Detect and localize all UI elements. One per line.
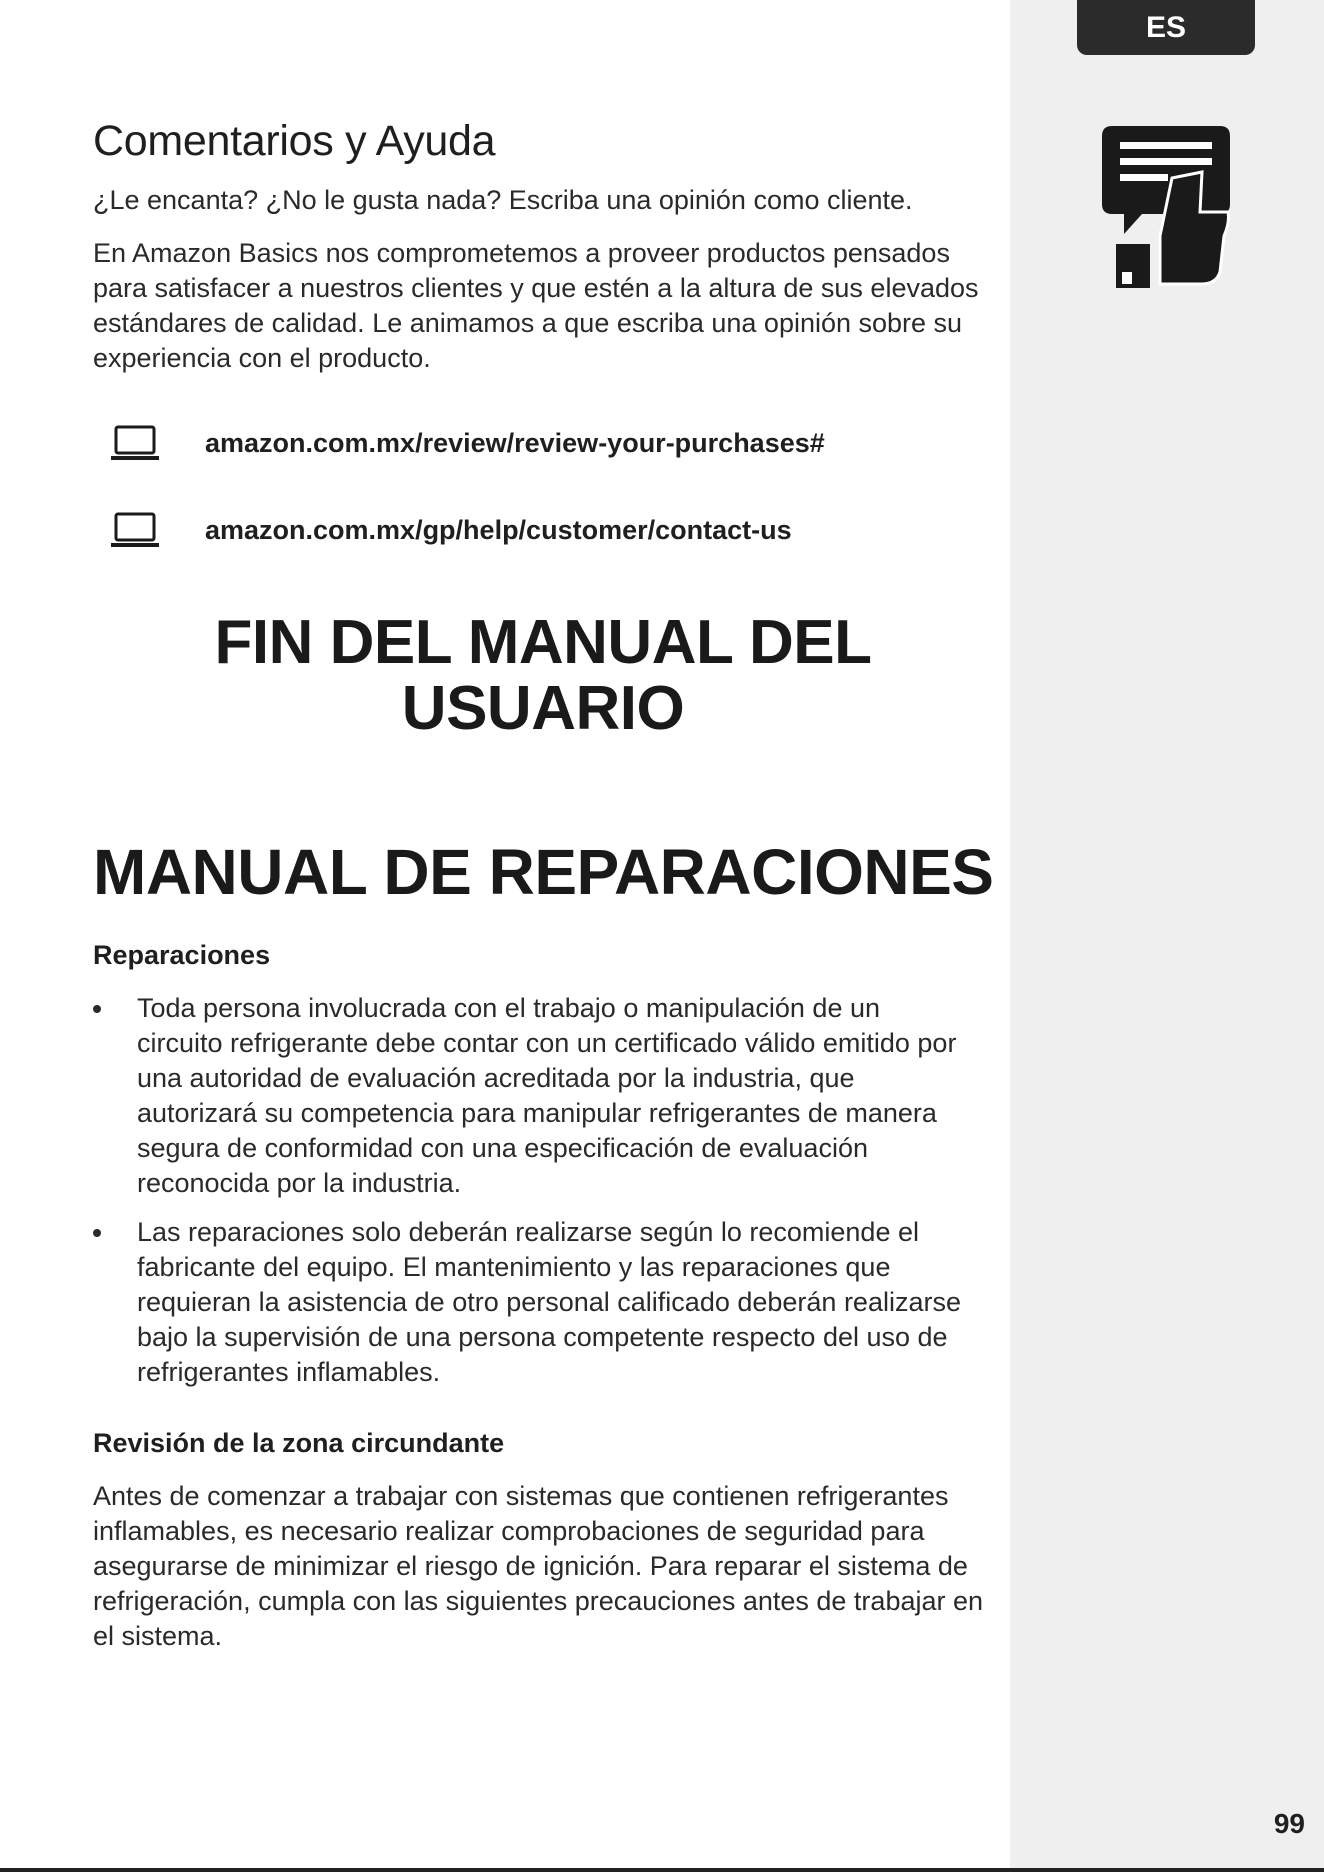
- laptop-icon: [111, 425, 159, 461]
- bullet-dot: [93, 1005, 101, 1013]
- feedback-heading: Comentarios y Ayuda: [93, 117, 496, 165]
- surrounding-area-body: Antes de comenzar a trabajar con sistemas que contienen refrigerantes inflamables, es necesario realizar comprobaciones de seguridad para asegurarse de minimizar el riesgo de ignición. Para reparar el sistema de refrigeración, cumpla con las siguientes precauciones antes de trabajar en el sistema.: [93, 1481, 984, 1651]
- page-number: 99: [1273, 1808, 1305, 1839]
- repairs-heading: Reparaciones: [93, 940, 271, 970]
- review-link-row[interactable]: [111, 423, 825, 463]
- review-link[interactable]: amazon.com.mx/review/review-your-purchases#: [205, 427, 825, 458]
- laptop-icon: [111, 512, 159, 548]
- end-of-manual-title: [93, 610, 993, 742]
- list-item-text: Las reparaciones solo deberán realizarse según lo recomiende el fabricante del equipo. El mantenimiento y las reparaciones que requieran la asistencia de otro personal calificado deberán realizarse bajo la supervisión de una persona competente respecto del uso de refrigerantes inflamables.: [137, 1217, 961, 1387]
- surrounding-area-heading: Revisión de la zona circundante: [93, 1428, 505, 1458]
- feedback-intro: ¿Le encanta? ¿No le gusta nada? Escriba una opinión como cliente.: [93, 185, 913, 215]
- list-item: [93, 991, 973, 1201]
- feedback-body: En Amazon Basics nos comprometemos a proveer productos pensados para satisfacer a nuestros clientes y que estén a la altura de sus elevados estándares de calidad. Le animamos a que escriba una opinión sobre su experiencia con el producto.: [93, 238, 979, 373]
- end-title-line-2: USUARIO: [401, 674, 685, 743]
- language-tab: ES: [1077, 0, 1255, 55]
- repairs-list: [93, 991, 973, 1404]
- contact-link-row[interactable]: [111, 510, 792, 550]
- bottom-border: [0, 1868, 1324, 1872]
- list-item-text: Toda persona involucrada con el trabajo o manipulación de un circuito refrigerante debe contar con un certificado válido emitido por una autoridad de evaluación acreditada por la industria, que autorizará su competencia para manipular refrigerantes de manera segura de conformidad con una especificación de evaluación reconocida por la industria.: [137, 993, 957, 1198]
- repair-manual-title: MANUAL DE REPARACIONES: [93, 836, 994, 908]
- end-title-line-1: FIN DEL MANUAL DEL: [214, 608, 872, 677]
- contact-link[interactable]: amazon.com.mx/gp/help/customer/contact-us: [205, 514, 792, 545]
- feedback-thumbs-up-icon: [1102, 126, 1230, 288]
- bullet-dot: [93, 1229, 101, 1237]
- list-item: [93, 1215, 973, 1390]
